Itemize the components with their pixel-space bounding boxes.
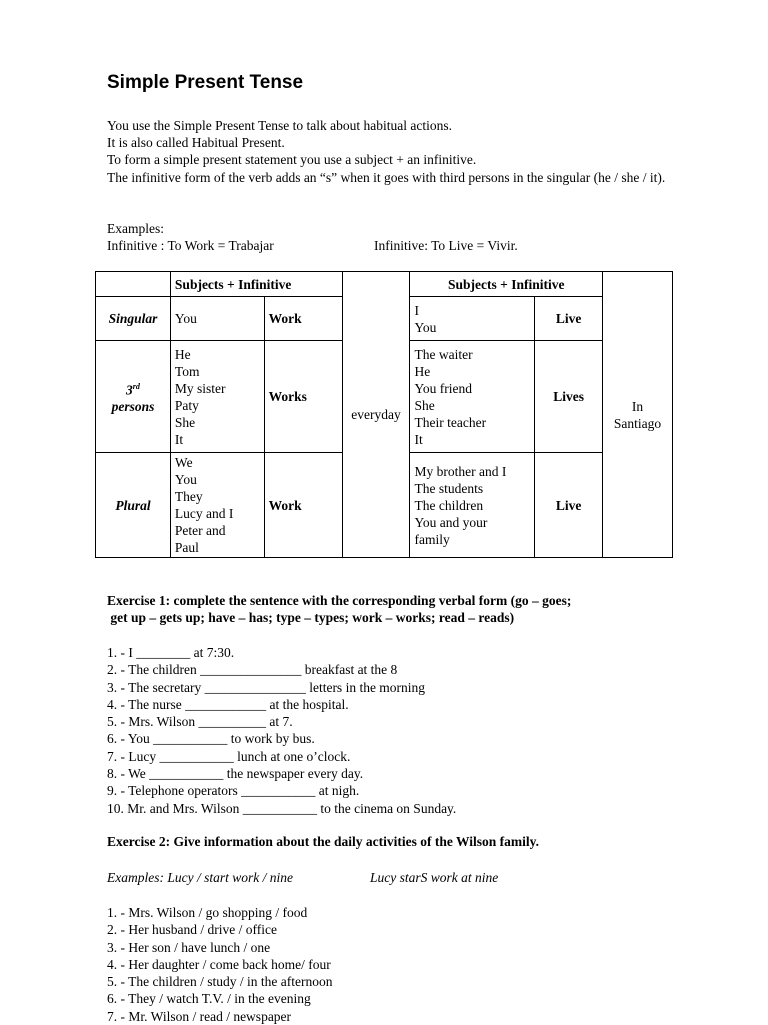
subject: My sister	[174, 380, 226, 396]
exercise-item: 2. - The children _______________ breakfast at the 8	[107, 662, 398, 678]
exercise-item: 3. - Her son / have lunch / one	[107, 939, 271, 955]
example-live: Infinitive: To Live = Vivir.	[374, 238, 518, 254]
third-live-verb: Lives	[535, 341, 603, 453]
page-title: Simple Present Tense	[107, 72, 304, 93]
header-live: Subjects + Infinitive	[410, 272, 603, 297]
intro-line: To form a simple present statement you use a subject + an infinitive.	[107, 152, 477, 168]
subject: You and your	[414, 514, 488, 530]
singular-work-verb: Work	[264, 297, 342, 341]
subject: He	[174, 346, 191, 362]
subject: You friend	[414, 380, 472, 396]
exercise-item: 4. - The nurse ____________ at the hospital.	[107, 696, 349, 712]
subject: We	[174, 455, 193, 470]
subject: It	[414, 431, 423, 447]
exercise-2-example	[107, 870, 687, 886]
singular-work-subjects	[170, 297, 264, 341]
subject: The children	[414, 497, 484, 513]
exercise-1-list	[107, 644, 687, 817]
singular-live-subjects	[410, 297, 535, 341]
subject: Peter and	[174, 523, 226, 538]
plural-live-verb: Live	[535, 453, 603, 558]
subject: They	[174, 489, 203, 504]
exercise-1-heading	[107, 592, 687, 626]
subject: It	[174, 431, 184, 447]
subject: She	[174, 414, 196, 430]
header-work: Subjects + Infinitive	[170, 272, 342, 297]
example-work: Infinitive : To Work = Trabajar	[107, 238, 274, 254]
subject: Their teacher	[414, 414, 487, 430]
subject: You	[414, 319, 437, 335]
singular-label: Singular	[96, 297, 171, 341]
subject: Lucy and I	[174, 506, 234, 521]
third-work-verb: Works	[264, 341, 342, 453]
everyday-cell: everyday	[342, 272, 410, 558]
third-live-subjects	[410, 341, 535, 453]
conjugation-table	[95, 271, 673, 558]
subject: I	[414, 302, 419, 318]
exercise-2-title: Exercise 2: Give information about the daily activities of the Wilson family.	[107, 834, 539, 849]
examples-block	[107, 220, 667, 254]
exercise-item: 5. - Mrs. Wilson __________ at 7.	[107, 714, 293, 730]
subject: You	[174, 472, 197, 487]
exercise-item: 8. - We ___________ the newspaper every day.	[107, 766, 364, 782]
subject: The waiter	[414, 346, 473, 362]
exercise-item: 7. - Mr. Wilson / read / newspaper	[107, 1008, 292, 1024]
plural-work-verb: Work	[264, 453, 342, 558]
examples-label: Examples:	[107, 221, 164, 236]
subject: You	[174, 311, 197, 326]
subject: Paul	[174, 540, 199, 555]
third-work-subjects	[170, 341, 264, 453]
exercise-item: 1. - I ________ at 7:30.	[107, 645, 235, 660]
example-answer: Lucy starS work at nine	[370, 870, 499, 885]
exercise-item: 9. - Telephone operators ___________ at nigh.	[107, 783, 360, 799]
subject: Paty	[174, 397, 199, 413]
exercise-item: 7. - Lucy ___________ lunch at one o’clock.	[107, 748, 351, 764]
exercise-item: 6. - They / watch T.V. / in the evening	[107, 991, 311, 1007]
plural-label: Plural	[96, 453, 171, 558]
third-person-label: 3rd persons	[96, 341, 171, 453]
exercise-1-title-line: get up – gets up; have – has; type – types; work – works; read – reads)	[107, 610, 515, 626]
exercise-item: 5. - The children / study / in the afternoon	[107, 974, 333, 990]
place-cell: In Santiago	[603, 272, 673, 558]
exercise-item: 4. - Her daughter / come back home/ four	[107, 956, 331, 972]
subject: family	[414, 531, 450, 547]
plural-work-subjects	[170, 453, 264, 558]
exercise-1-title-line: Exercise 1: complete the sentence with the corresponding verbal form (go – goes;	[107, 593, 572, 608]
intro-line: The infinitive form of the verb adds an “s” when it goes with third persons in the singular (he / she / it).	[107, 169, 666, 185]
subject: She	[414, 397, 435, 413]
intro-paragraph	[107, 117, 667, 186]
subject: My brother and I	[414, 463, 507, 479]
exercise-item: 2. - Her husband / drive / office	[107, 922, 277, 938]
subject: Tom	[174, 363, 200, 379]
intro-line: You use the Simple Present Tense to talk about habitual actions.	[107, 118, 453, 133]
subject: He	[414, 363, 431, 379]
intro-line: It is also called Habitual Present.	[107, 135, 285, 151]
plural-live-subjects	[410, 453, 535, 558]
exercise-item: 6. - You ___________ to work by bus.	[107, 731, 315, 747]
exercise-2-list	[107, 904, 687, 1025]
table-corner-cell	[96, 272, 171, 297]
example-prompt: Examples: Lucy / start work / nine	[107, 870, 293, 885]
exercise-item: 10. Mr. and Mrs. Wilson ___________ to the cinema on Sunday.	[107, 800, 457, 816]
singular-live-verb: Live	[535, 297, 603, 341]
exercise-item: 3. - The secretary _______________ letters in the morning	[107, 679, 426, 695]
subject: The students	[414, 480, 484, 496]
exercise-item: 1. - Mrs. Wilson / go shopping / food	[107, 905, 308, 920]
